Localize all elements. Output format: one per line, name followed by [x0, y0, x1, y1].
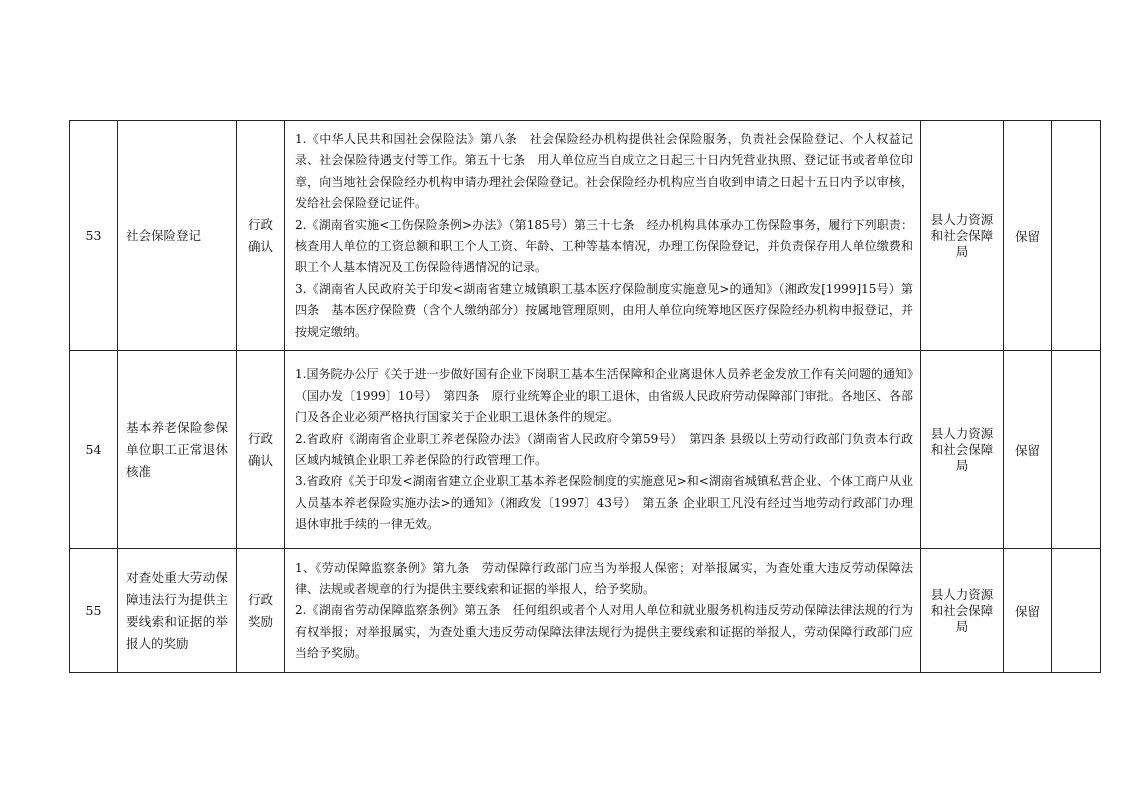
- table-row: [70, 549, 1101, 673]
- responsible-department: 县人力资源和社会保障局: [921, 121, 1004, 351]
- item-name: 社会保险登记: [118, 121, 237, 351]
- basis-clause: 1.《中华人民共和国社会保险法》第八条 社会保险经办机构提供社会保险服务，负责社会保险登记、个人权益记录、社会保险待遇支付等工作。第五十七条 用人单位应当自成立之日起三十日内凭营业执照、登记证书或者单位印章，向当地社会保险经办机构申请办理社会保险登记。社会保险经办机构应当自收到申请之日起十五日内予以审核，发给社会保险登记证件。: [295, 132, 913, 211]
- legal-basis: [285, 351, 921, 549]
- row-number: 55: [70, 549, 118, 673]
- status-cell: 保留: [1004, 351, 1052, 549]
- responsible-department: 县人力资源和社会保障局: [921, 549, 1004, 673]
- basis-clause: 3.省政府《关于印发<湖南省建立企业职工基本养老保险制度的实施意见>和<湖南省城镇私营企业、个体工商户从业人员基本养老保险实施办法>的通知》（湘政发〔1997〕43号） 第五条 企业职工凡没有经过当地劳动行政部门办理退休审批手续的一律无效。: [295, 474, 913, 532]
- status-cell: 保留: [1004, 121, 1052, 351]
- responsible-department: 县人力资源和社会保障局: [921, 351, 1004, 549]
- remark-cell: [1052, 121, 1101, 351]
- power-list-table: [69, 120, 1101, 673]
- item-category: 行政奖励: [237, 549, 285, 673]
- table-row: [70, 351, 1101, 549]
- basis-clause: 2.《湖南省实施<工伤保险条例>办法》（第185号）第三十七条 经办机构具体承办工伤保险事务，履行下列职责：核查用人单位的工资总额和职工个人工资、年龄、工种等基本情况，办理工伤保险登记，并负责保存用人单位缴费和职工个人基本情况及工伤保险待遇情况的记录。: [295, 217, 913, 275]
- remark-cell: [1052, 351, 1101, 549]
- row-number: 54: [70, 351, 118, 549]
- legal-basis: [285, 121, 921, 351]
- remark-cell: [1052, 549, 1101, 673]
- item-name: 对查处重大劳动保障违法行为提供主要线索和证据的举报人的奖励: [118, 549, 237, 673]
- basis-clause: 1、《劳动保障监察条例》第九条 劳动保障行政部门应当为举报人保密；对举报属实，为查处重大违反劳动保障法律、法规或者规章的行为提供主要线索和证据的举报人，给予奖励。: [295, 560, 913, 596]
- item-name: 基本养老保险参保单位职工正常退休核准: [118, 351, 237, 549]
- status-cell: 保留: [1004, 549, 1052, 673]
- legal-basis: [285, 549, 921, 673]
- table-row: [70, 121, 1101, 351]
- item-category: 行政确认: [237, 121, 285, 351]
- row-number: 53: [70, 121, 118, 351]
- basis-clause: 2.《湖南省劳动保障监察条例》第五条 任何组织或者个人对用人单位和就业服务机构违反劳动保障法律法规的行为有权举报；对举报属实，为查处重大违反劳动保障法律法规行为提供主要线索和证据的举报人，劳动保障行政部门应当给予奖励。: [295, 603, 913, 661]
- basis-clause: 3.《湖南省人民政府关于印发<湖南省建立城镇职工基本医疗保险制度实施意见>的通知》（湘政发[1999]15号）第四条 基本医疗保险费（含个人缴纳部分）按属地管理原则，由用人单位向统筹地区医疗保险经办机构申报登记，并按规定缴纳。: [295, 281, 913, 339]
- basis-clause: 1.国务院办公厅《关于进一步做好国有企业下岗职工基本生活保障和企业离退休人员养老金发放工作有关问题的通知》（国办发〔1999〕10号） 第四条 原行业统筹企业的职工退休，由省级人民政府劳动保障部门审批。各地区、各部门及各企业必须严格执行国家关于企业职工退休条件的规定。: [295, 367, 913, 425]
- basis-clause: 2.省政府《湖南省企业职工养老保险办法》（湖南省人民政府令第59号） 第四条 县级以上劳动行政部门负责本行政区域内城镇企业职工养老保险的行政管理工作。: [295, 431, 913, 468]
- item-category: 行政确认: [237, 351, 285, 549]
